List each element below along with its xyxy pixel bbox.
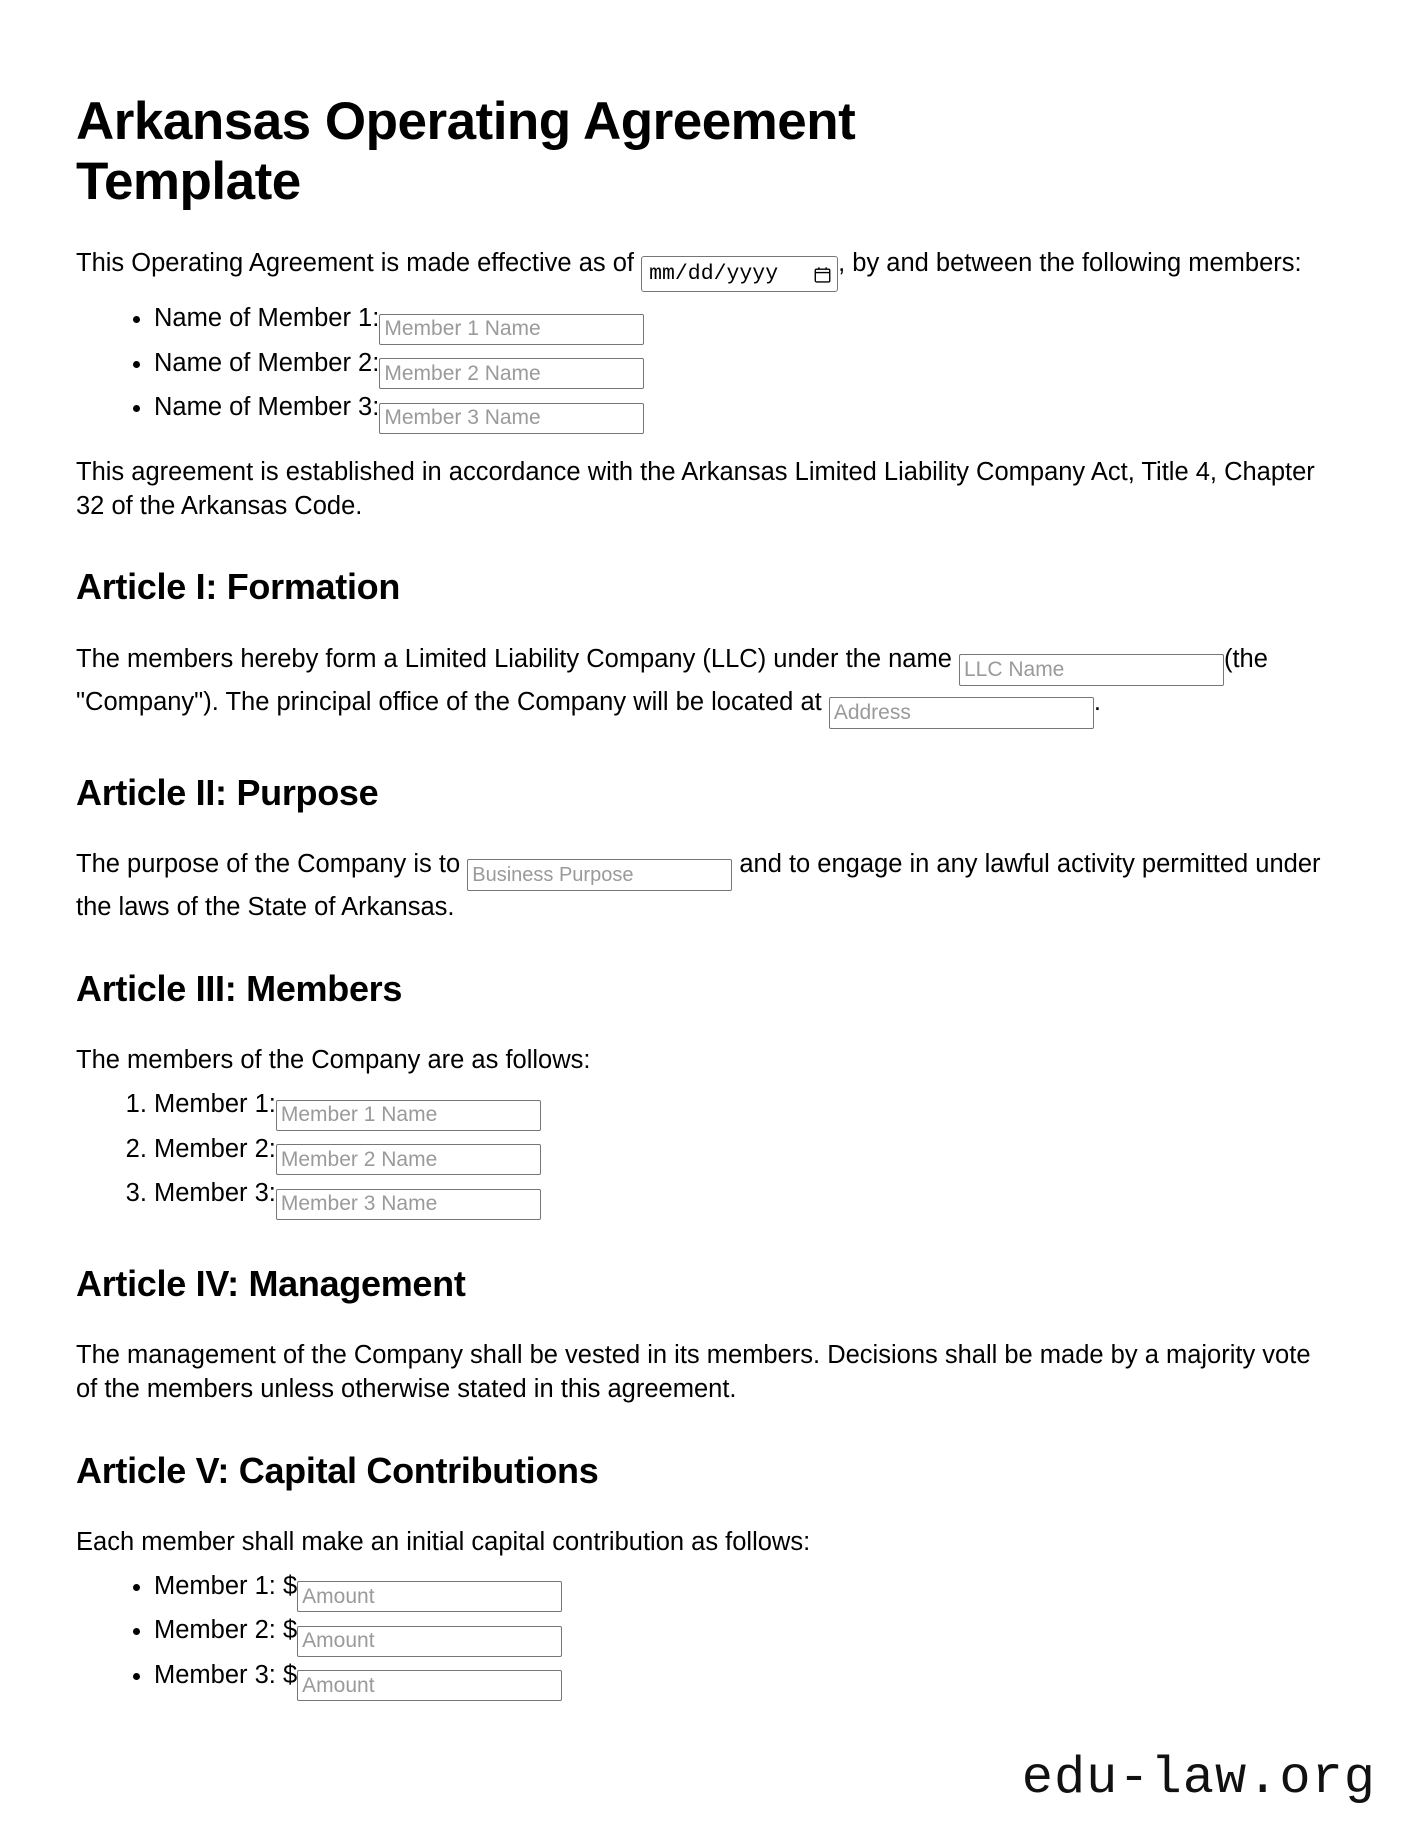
article-4-heading: Article IV: Management — [76, 1262, 466, 1304]
list-item — [154, 302, 1340, 345]
list-item — [154, 1659, 1340, 1702]
article-1-text-end: . — [1093, 687, 1101, 716]
member-1-label: Name of Member 1: — [154, 304, 380, 333]
intro-text-after-date: , by and between the following members: — [838, 248, 1302, 277]
article-1-text-before-llc: The members hereby form a Limited Liability Company (LLC) under the name — [76, 644, 952, 673]
currency-symbol: $ — [282, 1571, 298, 1600]
list-item — [154, 347, 1340, 390]
member-3-label: Name of Member 3: — [154, 393, 380, 422]
contribution-1-label: Member 1: — [154, 1571, 276, 1600]
member-2-label: Name of Member 2: — [154, 348, 380, 377]
currency-symbol: $ — [282, 1616, 298, 1645]
article-3-member-1-label: Member 1: — [154, 1090, 276, 1119]
contribution-2-amount-input[interactable] — [297, 1626, 562, 1657]
list-item — [154, 1133, 1340, 1176]
article-2-text-before-purpose: The purpose of the Company is to — [76, 849, 461, 878]
article-2-heading: Article II: Purpose — [76, 771, 379, 813]
article-3-member-3-label: Member 3: — [154, 1179, 276, 1208]
address-input[interactable] — [829, 697, 1094, 729]
effective-date-input[interactable] — [641, 256, 838, 292]
intro-member-list — [76, 302, 1340, 434]
contribution-3-amount-input[interactable] — [297, 1670, 562, 1701]
list-item — [154, 1614, 1340, 1657]
list-item — [154, 391, 1340, 434]
article-1-text-after-llc: (the "Company"). The principal office of the Company will be located at — [76, 644, 1268, 716]
list-item — [154, 1088, 1340, 1131]
article-4-paragraph: The management of the Company shall be vested in its members. Decisions shall be made by a majority vote of the members unless otherwise stated in this agreement. — [76, 1340, 1311, 1403]
intro-member-1-input[interactable] — [379, 314, 644, 345]
currency-symbol: $ — [282, 1660, 298, 1689]
contribution-2-label: Member 2: — [154, 1616, 276, 1645]
site-watermark: edu-law.org — [1021, 1749, 1376, 1808]
calendar-icon[interactable] — [814, 266, 831, 283]
page-title: Arkansas Operating Agreement Template — [76, 92, 856, 212]
effective-date-placeholder: mm/dd/yyyy — [649, 261, 779, 286]
article-2-paragraph — [76, 848, 1326, 925]
intro-text-before-date: This Operating Agreement is made effective as of — [76, 248, 634, 277]
intro-member-3-input[interactable] — [379, 403, 644, 434]
article-3-member-1-input[interactable] — [276, 1100, 541, 1131]
llc-name-input[interactable] — [959, 654, 1224, 686]
list-item — [154, 1570, 1340, 1613]
intro-paragraph — [76, 247, 1326, 292]
article-2-text-after-purpose: and to engage in any lawful activity permitted under the laws of the State of Arkansas. — [76, 849, 1321, 922]
article-1-heading: Article I: Formation — [76, 566, 401, 608]
article-5-intro: Each member shall make an initial capital contribution as follows: — [76, 1527, 811, 1556]
accordance-paragraph: This agreement is established in accordance with the Arkansas Limited Liability Company Act, Title 4, Chapter 32 of the Arkansas Code. — [76, 457, 1315, 520]
article-3-member-2-input[interactable] — [276, 1144, 541, 1175]
contribution-1-amount-input[interactable] — [297, 1581, 562, 1612]
article-3-member-2-label: Member 2: — [154, 1134, 276, 1163]
article-5-contribution-list — [76, 1570, 1340, 1702]
business-purpose-input[interactable] — [467, 859, 732, 891]
contribution-3-label: Member 3: — [154, 1660, 276, 1689]
intro-member-2-input[interactable] — [379, 358, 644, 389]
article-3-intro: The members of the Company are as follows: — [76, 1046, 591, 1075]
article-5-heading: Article V: Capital Contributions — [76, 1449, 599, 1491]
list-item — [154, 1177, 1340, 1220]
article-1-paragraph — [76, 643, 1326, 729]
article-3-member-list — [76, 1088, 1340, 1220]
article-3-heading: Article III: Members — [76, 968, 403, 1010]
article-3-member-3-input[interactable] — [276, 1189, 541, 1220]
